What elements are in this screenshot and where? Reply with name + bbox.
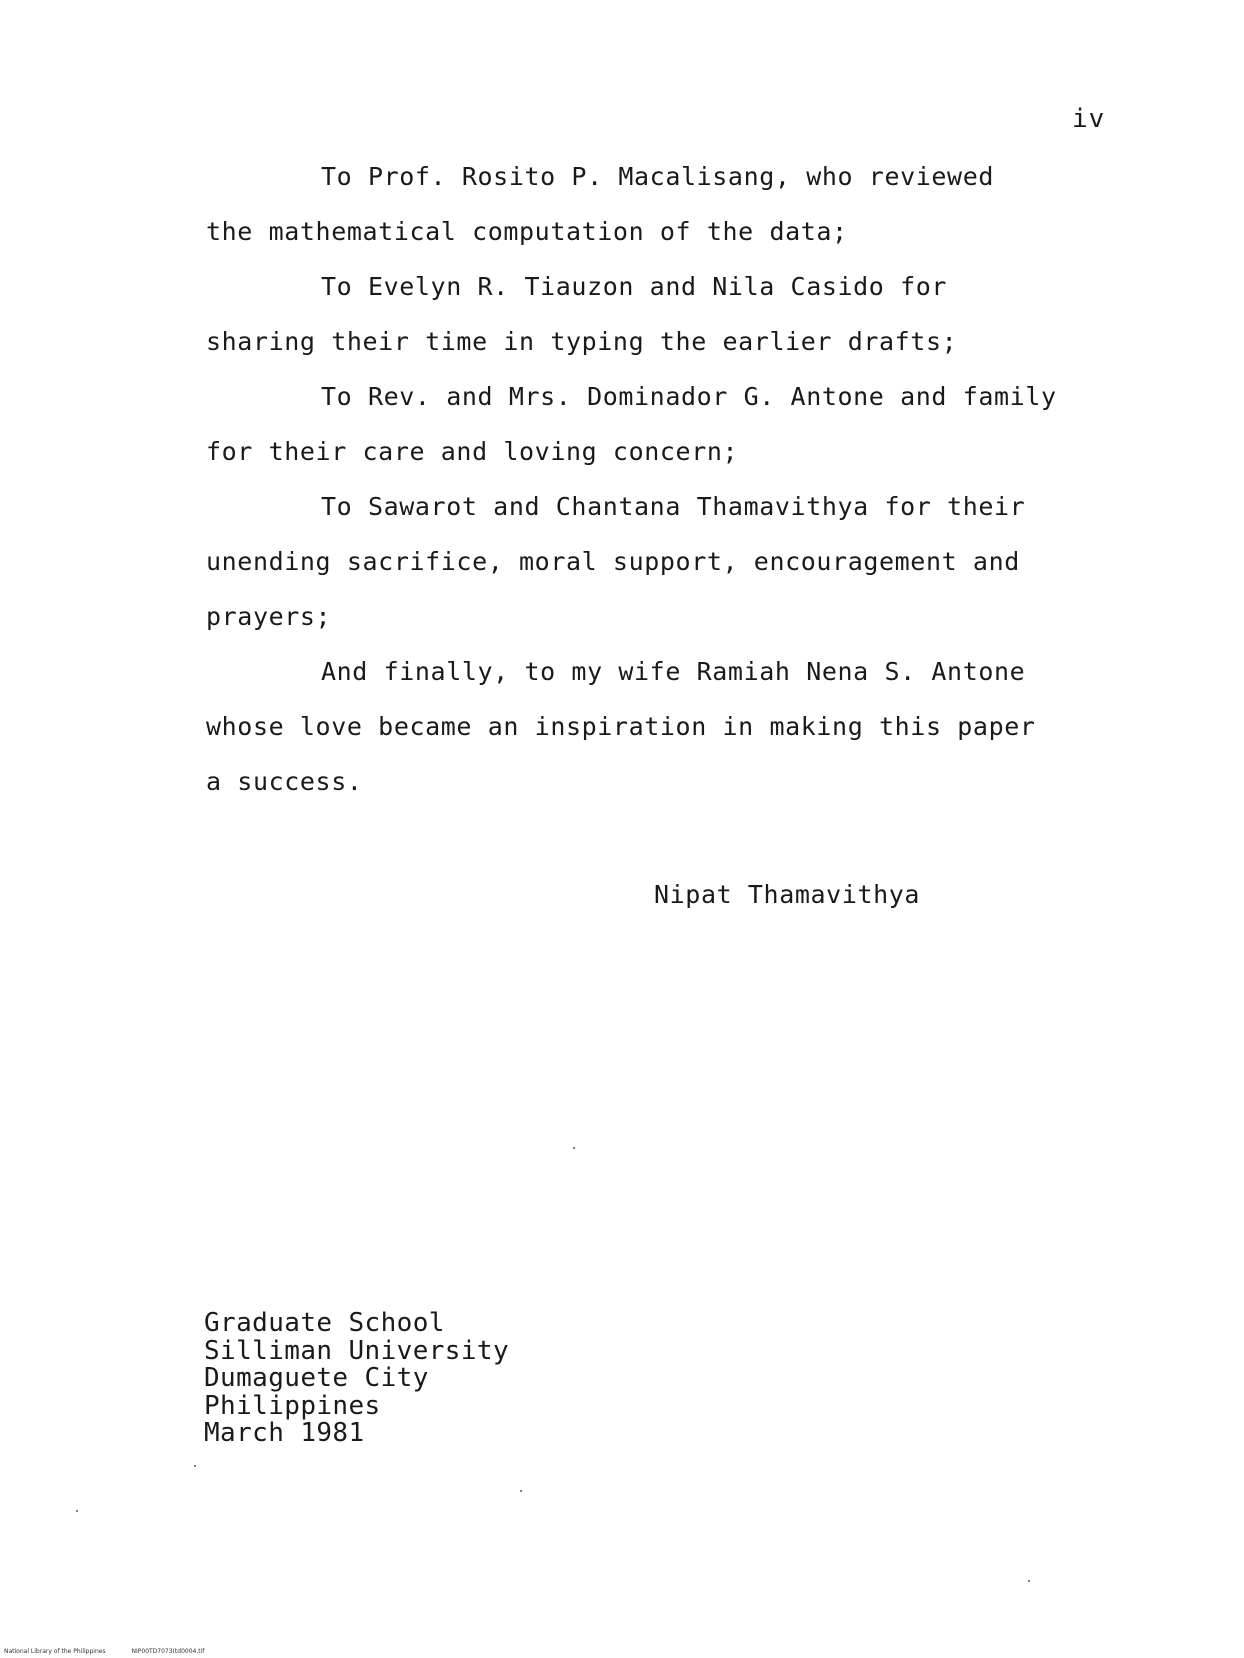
paragraph-3-line-2: for their care and loving concern; (206, 437, 739, 466)
paragraph-1-line-1: To Prof. Rosito P. Macalisang, who reviewed (321, 162, 995, 191)
page-number: iv (1072, 104, 1106, 134)
scan-speck (573, 1147, 575, 1149)
paragraph-4-line-2: unending sacrifice, moral support, encouragement and (206, 547, 1020, 576)
address-line-school: Graduate School (204, 1308, 445, 1338)
scan-footer (4, 1648, 228, 1655)
address-line-university: Silliman University (204, 1335, 510, 1366)
scan-speck (194, 1465, 196, 1467)
paragraph-5-line-1: And finally, to my wife Ramiah Nena S. Antone (321, 657, 1026, 686)
paragraph-1-line-2: the mathematical computation of the data; (206, 217, 848, 246)
footer-file-id: NIP00TD7073(td0004.tif (131, 1648, 205, 1655)
scan-speck (76, 1510, 78, 1512)
paragraph-5-line-2: whose love became an inspiration in making this paper (206, 712, 1036, 741)
paragraph-3-line-1: To Rev. and Mrs. Dominador G. Antone and family (321, 382, 1057, 411)
scan-speck (520, 1490, 522, 1492)
footer-library: National Library of the Philippines (4, 1648, 106, 1655)
paragraph-4-line-1: To Sawarot and Chantana Thamavithya for their (321, 492, 1026, 521)
address-block (204, 1310, 509, 1448)
scan-speck (1028, 1580, 1030, 1582)
author-signature: Nipat Thamavithya (654, 880, 921, 909)
paragraph-4-line-3: prayers; (206, 602, 332, 631)
paragraph-2-line-1: To Evelyn R. Tiauzon and Nila Casido for (321, 272, 948, 301)
paragraph-5-line-3: a success. (206, 767, 363, 796)
address-line-date: March 1981 (204, 1418, 365, 1448)
address-line-country: Philippines (204, 1390, 381, 1421)
paragraph-2-line-2: sharing their time in typing the earlier drafts; (206, 327, 958, 356)
address-line-city: Dumaguete City (204, 1363, 429, 1393)
